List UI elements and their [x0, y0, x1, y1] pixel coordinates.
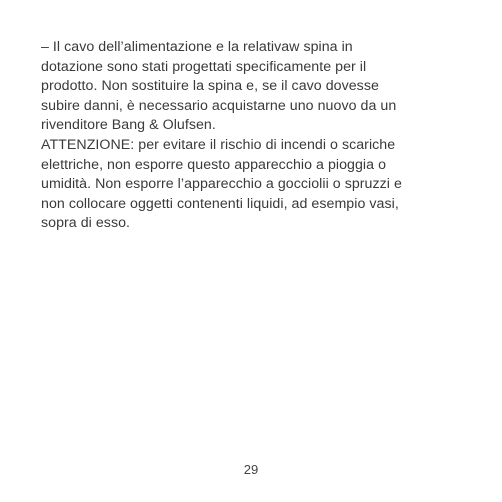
- text-line: sopra di esso.: [41, 215, 131, 232]
- text-line: subire danni, è necessario acquistarne uno nuovo da un: [41, 97, 397, 114]
- text-line: umidità. Non esporre l’apparecchio a gocciolii o spruzzi e: [41, 176, 402, 193]
- text-line: non collocare oggetti contenenti liquidi, ad esempio vasi,: [41, 195, 399, 212]
- text-line: dotazione sono stati progettati specificamente per il: [41, 58, 367, 75]
- text-line: rivenditore Bang & Olufsen.: [41, 117, 216, 134]
- page-number: 29: [243, 462, 259, 477]
- text-line: prodotto. Non sostituire la spina e, se il cavo dovesse: [41, 78, 379, 95]
- text-line: ATTENZIONE: per evitare il rischio di incendi o scariche: [41, 136, 396, 153]
- text-line: elettriche, non esporre questo apparecchio a pioggia o: [41, 156, 387, 173]
- text-line: – Il cavo dell’alimentazione e la relativaw spina in: [41, 39, 353, 55]
- warning-text-block: [41, 38, 481, 234]
